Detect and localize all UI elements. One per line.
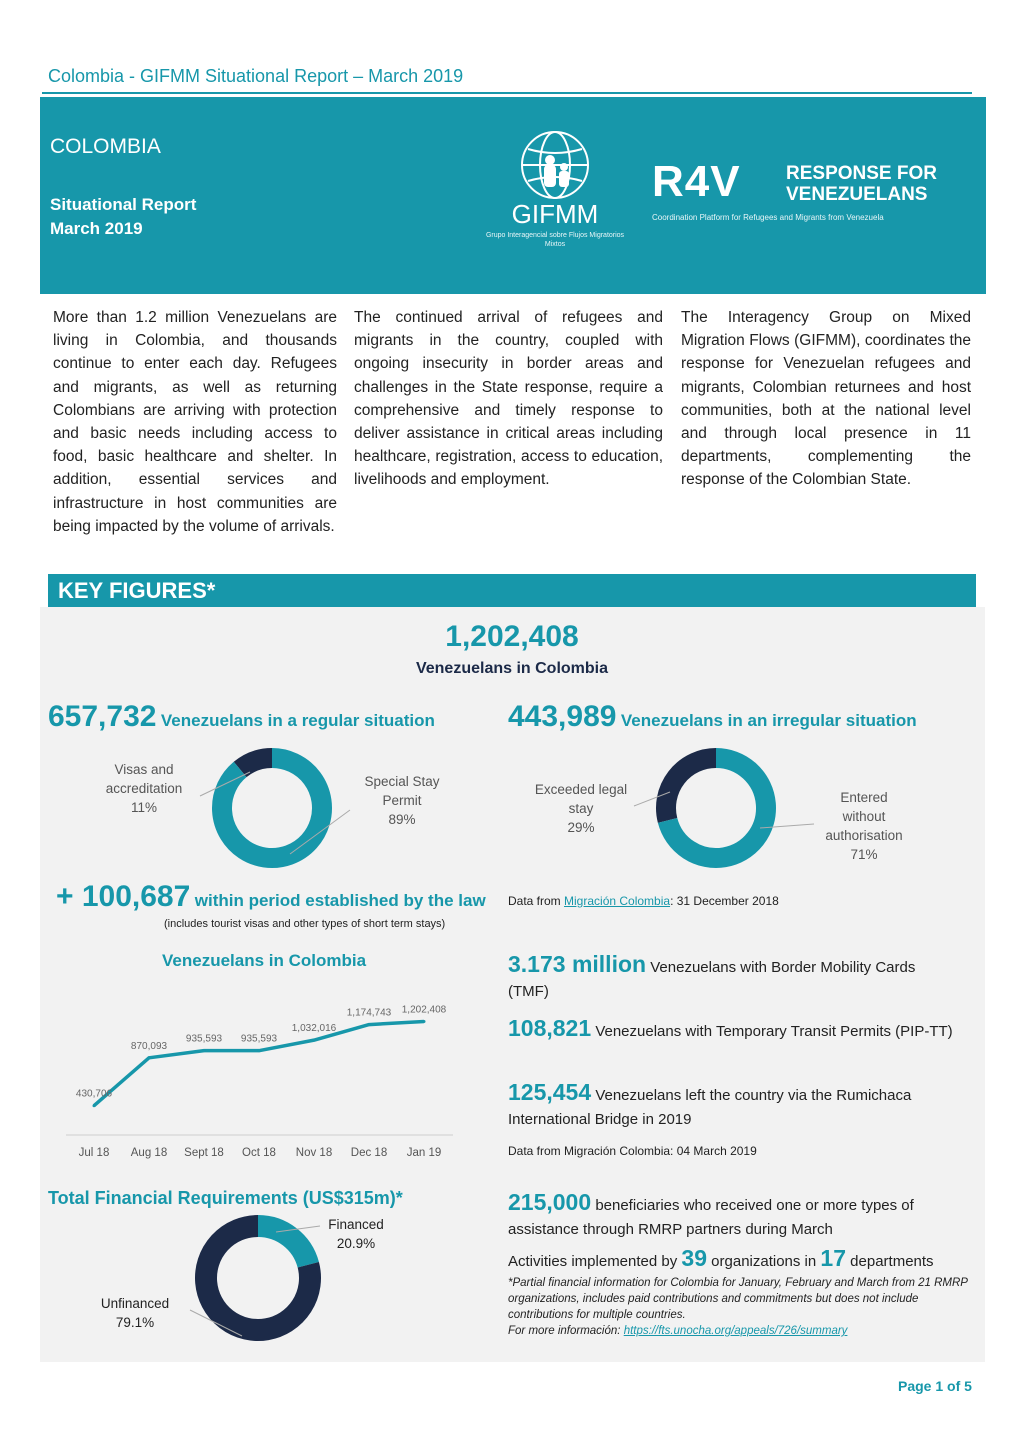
data-point: [313, 1039, 316, 1042]
exceeded-stay-label: [528, 780, 634, 837]
exceeded-label-line1: Exceeded legal: [534, 782, 628, 797]
departments-count: 17: [820, 1245, 846, 1271]
within-period-note: (includes tourist visas and other types of short term stays): [164, 918, 446, 930]
report-title-line1: Situational Report: [50, 195, 197, 214]
tmf-label: Venezuelans with Border Mobility Cards (TMF): [508, 959, 916, 1000]
unfinanced-label-pct: 79.1%: [115, 1315, 155, 1330]
report-title: [50, 193, 196, 241]
activities-suffix: departments: [846, 1253, 934, 1270]
tmf-number: 3.173 million: [508, 951, 647, 977]
entered-without-authorisation-label: [812, 788, 916, 864]
intro-paragraph-2: The continued arrival of refugees and migrants in the country, coupled with ongoing insecurity in border areas and challenges in the State response, require a comprehensive and timely response to deliver assistance in critical areas including healthcare, registration, access to education, livelihoods and employment.: [354, 309, 663, 489]
beneficiaries-number: 215,000: [508, 1189, 592, 1215]
regular-situation-figure: [48, 700, 435, 734]
total-venezuelans-number: 1,202,408: [445, 620, 579, 653]
financed-label-pct: 20.9%: [336, 1236, 376, 1251]
line-chart-title: Venezuelans in Colombia: [162, 951, 367, 970]
visas-label-line1: Visas and: [114, 762, 174, 777]
regular-donut-chart: [190, 740, 360, 880]
page-number: Page 1 of 5: [898, 1378, 972, 1394]
data-label: 430,706: [75, 1088, 113, 1100]
financial-footnote: *Partial financial information for Colombia for January, February and March from 21 RMRP organizations, includes paid contributions and commitments but does not include contributions for multiple countries.: [508, 1277, 968, 1321]
x-tick-label: Sept 18: [184, 1147, 224, 1159]
organizations-count: 39: [681, 1245, 707, 1271]
data-label: 935,593: [185, 1033, 223, 1045]
pip-number: 108,821: [508, 1015, 592, 1041]
key-figures-title: KEY FIGURES*: [58, 578, 216, 603]
entered-label-pct: 71%: [850, 847, 878, 862]
data-point: [203, 1049, 206, 1052]
activities-prefix: Activities implemented by: [508, 1253, 682, 1270]
gifmm-logo: [480, 127, 630, 257]
activities-stat: [508, 1245, 978, 1272]
data-source-prefix: Data from: [508, 894, 565, 908]
within-period-figure: [56, 880, 486, 914]
entered-label-line3: authorisation: [825, 828, 903, 843]
data-point: [148, 1056, 151, 1059]
regular-number: 657,732: [48, 700, 157, 733]
globe-icon: [480, 127, 630, 202]
key-figures-header: [48, 574, 976, 607]
report-header-title: Colombia - GIFMM Situational Report – March 2019: [48, 66, 464, 86]
fts-summary-link[interactable]: https://fts.unocha.org/appeals/726/summary: [623, 1325, 848, 1337]
beneficiaries-label: beneficiaries who received one or more types of assistance through RMRP partners during March: [508, 1197, 914, 1238]
irregular-number: 443,989: [508, 700, 617, 733]
rumichaca-label: Venezuelans left the country via the Rumichaca International Bridge in 2019: [508, 1087, 912, 1128]
r4v-line1: RESPONSE FOR: [786, 163, 937, 184]
migracion-colombia-link[interactable]: Migración Colombia: [564, 894, 671, 908]
visas-accreditation-label: [92, 760, 196, 817]
more-info-line: [508, 1325, 847, 1337]
report-title-line2: March 2019: [50, 219, 143, 238]
entered-label-line1: Entered: [840, 790, 888, 805]
financial-requirements-title: Total Financial Requirements (US$315m)*: [48, 1188, 403, 1208]
ssp-label-line2: Permit: [382, 793, 422, 808]
data-source-note-2: Data from Migración Colombia: 04 March 2019: [508, 1144, 757, 1158]
exceeded-label-line2: stay: [568, 801, 594, 816]
gifmm-wordmark: GIFMM: [511, 199, 599, 229]
irregular-situation-figure: [508, 700, 917, 734]
x-tick-label: Oct 18: [242, 1147, 276, 1159]
beneficiaries-stat: [508, 1190, 958, 1242]
data-point: [423, 1020, 426, 1023]
data-label: 1,202,408: [401, 1004, 447, 1016]
tmf-stat: [508, 952, 958, 1004]
special-stay-permit-label: [352, 772, 452, 829]
ssp-label-line1: Special Stay: [364, 774, 440, 789]
x-tick-label: Nov 18: [295, 1147, 333, 1159]
donut-slice-visas-and-accreditation: [240, 758, 272, 769]
header-divider: [42, 92, 972, 94]
irregular-donut-chart: [630, 740, 820, 880]
data-point: [258, 1049, 261, 1052]
visas-label-pct: 11%: [130, 800, 158, 815]
unfinanced-label-text: Unfinanced: [100, 1296, 170, 1311]
r4v-subtitle: Coordination Platform for Refugees and Migrants from Venezuela: [652, 213, 884, 222]
total-venezuelans-label: Venezuelans in Colombia: [415, 660, 609, 677]
pip-label: Venezuelans with Temporary Transit Permits (PIP-TT): [595, 1023, 953, 1040]
donut-slice-financed: [258, 1226, 308, 1265]
x-tick-label: Dec 18: [350, 1147, 388, 1159]
visas-label-line2: accreditation: [105, 781, 183, 796]
ssp-label-pct: 89%: [388, 812, 416, 827]
donut-slice-special-stay-permit: [222, 758, 322, 858]
venezuelans-line-chart: [58, 980, 458, 1160]
regular-label: Venezuelans in a regular situation: [160, 711, 435, 730]
data-source-suffix: : 31 December 2018: [670, 894, 779, 908]
exceeded-label-pct: 29%: [567, 820, 595, 835]
x-tick-label: Aug 18: [130, 1147, 168, 1159]
country-name: COLOMBIA: [50, 135, 161, 158]
financed-label-text: Financed: [328, 1217, 384, 1232]
irregular-label: Venezuelans in an irregular situation: [620, 711, 917, 730]
r4v-line2: VENEZUELANS: [786, 184, 928, 205]
data-point: [93, 1104, 96, 1107]
r4v-mark: R4V: [652, 157, 741, 206]
more-info-prefix: For more información:: [508, 1325, 624, 1337]
within-period-label: within period established by the law: [194, 891, 486, 910]
data-label: 1,174,743: [346, 1007, 392, 1019]
data-point: [368, 1023, 371, 1026]
rumichaca-stat: [508, 1080, 958, 1132]
within-period-number: + 100,687: [56, 880, 191, 913]
unfinanced-label: [90, 1294, 180, 1332]
activities-mid: organizations in: [707, 1253, 821, 1270]
entered-label-line2: without: [842, 809, 886, 824]
x-tick-label: Jul 18: [78, 1147, 110, 1159]
financed-label: [316, 1215, 396, 1253]
pip-stat: [508, 1016, 958, 1044]
x-tick-label: Jan 19: [406, 1147, 442, 1159]
data-source-note-1: [508, 894, 779, 908]
data-label: 870,093: [130, 1040, 168, 1052]
intro-paragraph-3: The Interagency Group on Mixed Migration Flows (GIFMM), coordinates the response for Venezuelan refugees and migrants, Colombian returnees and host communities, both at the national level and through local presence in 11 departments, complementing the response of the Colombian State.: [681, 309, 971, 489]
intro-paragraph-1: More than 1.2 million Venezuelans are living in Colombia, and thousands continue to enter each day. Refugees and migrants, as well as returning Colombians are arriving with protection and basic needs including access to food, basic healthcare and shelter. In addition, essential services and infrastructure in host communities are being impacted by the volume of arrivals.: [53, 309, 337, 535]
gifmm-subtitle: Grupo Interagencial sobre Flujos Migratorios Mixtos: [485, 232, 625, 248]
data-label: 935,593: [240, 1033, 278, 1045]
rumichaca-number: 125,454: [508, 1079, 592, 1105]
title-banner: [40, 97, 986, 294]
r4v-wordmark: [786, 163, 937, 205]
data-label: 1,032,016: [291, 1023, 337, 1035]
donut-slice-exceeded-legal-stay: [666, 758, 716, 820]
